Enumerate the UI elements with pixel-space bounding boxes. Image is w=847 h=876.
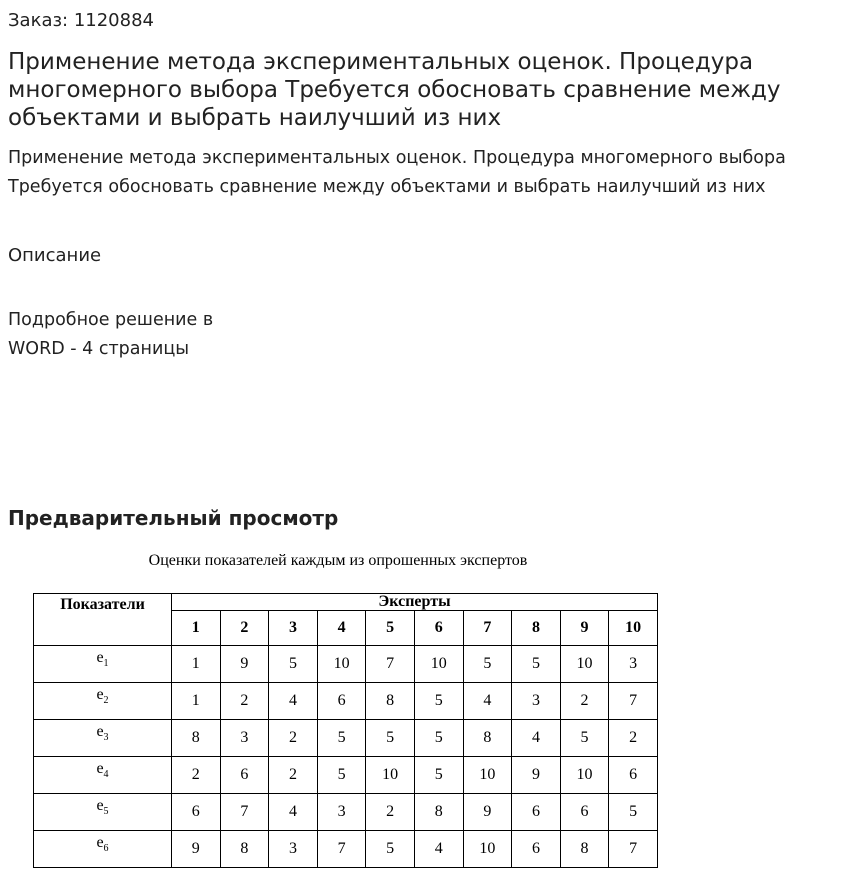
score-cell: 9 <box>220 646 269 683</box>
score-cell: 9 <box>512 757 561 794</box>
score-cell: 5 <box>269 646 318 683</box>
score-cell: 5 <box>366 831 415 868</box>
indicator-letter: e <box>96 686 104 703</box>
score-cell: 8 <box>366 683 415 720</box>
score-cell: 5 <box>414 757 463 794</box>
indicator-index: 2 <box>103 695 109 707</box>
score-cell: 5 <box>512 646 561 683</box>
experts-header: Эксперты <box>172 594 658 611</box>
score-cell: 3 <box>512 683 561 720</box>
preview-heading: Предварительный просмотр <box>8 506 339 530</box>
lead-text: Применение метода экспериментальных оценок. Процедура многомерного выбора Требуется обосновать сравнение между объектами и выбрать наилучший из них <box>8 148 786 197</box>
score-cell: 10 <box>463 757 512 794</box>
score-cell: 3 <box>317 794 366 831</box>
score-cell: 5 <box>317 757 366 794</box>
score-cell: 7 <box>317 831 366 868</box>
expert-number-header: 9 <box>560 611 609 646</box>
score-cell: 8 <box>463 720 512 757</box>
score-cell: 5 <box>414 683 463 720</box>
score-cell: 6 <box>512 831 561 868</box>
page-title: Применение метода экспериментальных оценок. Процедура многомерного выбора Требуется обосновать сравнение между объектами и выбрать наилучший из них <box>8 49 781 131</box>
score-cell: 9 <box>172 831 221 868</box>
score-cell: 4 <box>512 720 561 757</box>
expert-number-header: 1 <box>172 611 221 646</box>
score-cell: 3 <box>220 720 269 757</box>
description-body: Подробное решение в WORD - 4 страницы <box>8 310 214 359</box>
expert-number-header: 7 <box>463 611 512 646</box>
score-cell: 7 <box>366 646 415 683</box>
score-cell: 7 <box>609 683 658 720</box>
score-cell: 5 <box>414 720 463 757</box>
indicator-label <box>34 646 172 683</box>
score-cell: 3 <box>609 646 658 683</box>
indicator-letter: e <box>96 649 104 666</box>
score-cell: 6 <box>512 794 561 831</box>
expert-number-header: 10 <box>609 611 658 646</box>
score-cell: 10 <box>317 646 366 683</box>
score-cell: 7 <box>609 831 658 868</box>
score-cell: 6 <box>317 683 366 720</box>
score-cell: 6 <box>560 794 609 831</box>
indicators-header: Показатели <box>34 594 172 646</box>
indicator-letter: e <box>96 760 104 777</box>
indicator-letter: e <box>96 723 104 740</box>
indicator-index: 1 <box>103 658 109 670</box>
table-row <box>34 646 658 683</box>
score-cell: 4 <box>269 683 318 720</box>
order-number: Заказ: 1120884 <box>8 10 154 31</box>
indicator-label <box>34 683 172 720</box>
score-cell: 2 <box>560 683 609 720</box>
table-row <box>34 831 658 868</box>
score-cell: 1 <box>172 646 221 683</box>
score-cell: 6 <box>220 757 269 794</box>
score-cell: 10 <box>463 831 512 868</box>
indicator-label <box>34 757 172 794</box>
expert-number-header: 4 <box>317 611 366 646</box>
score-cell: 2 <box>269 720 318 757</box>
score-cell: 10 <box>560 646 609 683</box>
indicator-label <box>34 794 172 831</box>
indicator-index: 3 <box>103 732 109 744</box>
preview-image <box>0 540 847 870</box>
indicator-label <box>34 831 172 868</box>
score-cell: 5 <box>366 720 415 757</box>
expert-number-header: 3 <box>269 611 318 646</box>
score-cell: 5 <box>560 720 609 757</box>
score-cell: 9 <box>463 794 512 831</box>
table-row <box>34 757 658 794</box>
table-body <box>34 646 658 868</box>
expert-number-header: 8 <box>512 611 561 646</box>
indicator-index: 4 <box>103 769 109 781</box>
table-row <box>34 794 658 831</box>
score-cell: 4 <box>269 794 318 831</box>
description-heading: Описание <box>8 245 102 266</box>
score-cell: 8 <box>220 831 269 868</box>
score-cell: 5 <box>463 646 512 683</box>
score-cell: 10 <box>366 757 415 794</box>
score-cell: 1 <box>172 683 221 720</box>
expert-number-header: 6 <box>414 611 463 646</box>
indicator-letter: e <box>96 834 104 851</box>
score-cell: 6 <box>609 757 658 794</box>
score-cell: 2 <box>172 757 221 794</box>
indicator-label <box>34 720 172 757</box>
score-cell: 2 <box>609 720 658 757</box>
table-header-row <box>34 594 658 611</box>
scores-table <box>33 593 658 868</box>
expert-number-header: 5 <box>366 611 415 646</box>
score-cell: 5 <box>317 720 366 757</box>
indicator-index: 5 <box>103 806 109 818</box>
table-row <box>34 683 658 720</box>
score-cell: 8 <box>172 720 221 757</box>
score-cell: 4 <box>463 683 512 720</box>
score-cell: 10 <box>414 646 463 683</box>
score-cell: 8 <box>414 794 463 831</box>
score-cell: 6 <box>172 794 221 831</box>
score-cell: 2 <box>366 794 415 831</box>
indicator-index: 6 <box>103 843 109 855</box>
table-row <box>34 720 658 757</box>
score-cell: 2 <box>269 757 318 794</box>
score-cell: 3 <box>269 831 318 868</box>
score-cell: 10 <box>560 757 609 794</box>
score-cell: 8 <box>560 831 609 868</box>
expert-number-header: 2 <box>220 611 269 646</box>
score-cell: 7 <box>220 794 269 831</box>
table-caption: Оценки показателей каждым из опрошенных экспертов <box>148 552 528 569</box>
indicator-letter: e <box>96 797 104 814</box>
score-cell: 5 <box>609 794 658 831</box>
score-cell: 4 <box>414 831 463 868</box>
score-cell: 2 <box>220 683 269 720</box>
